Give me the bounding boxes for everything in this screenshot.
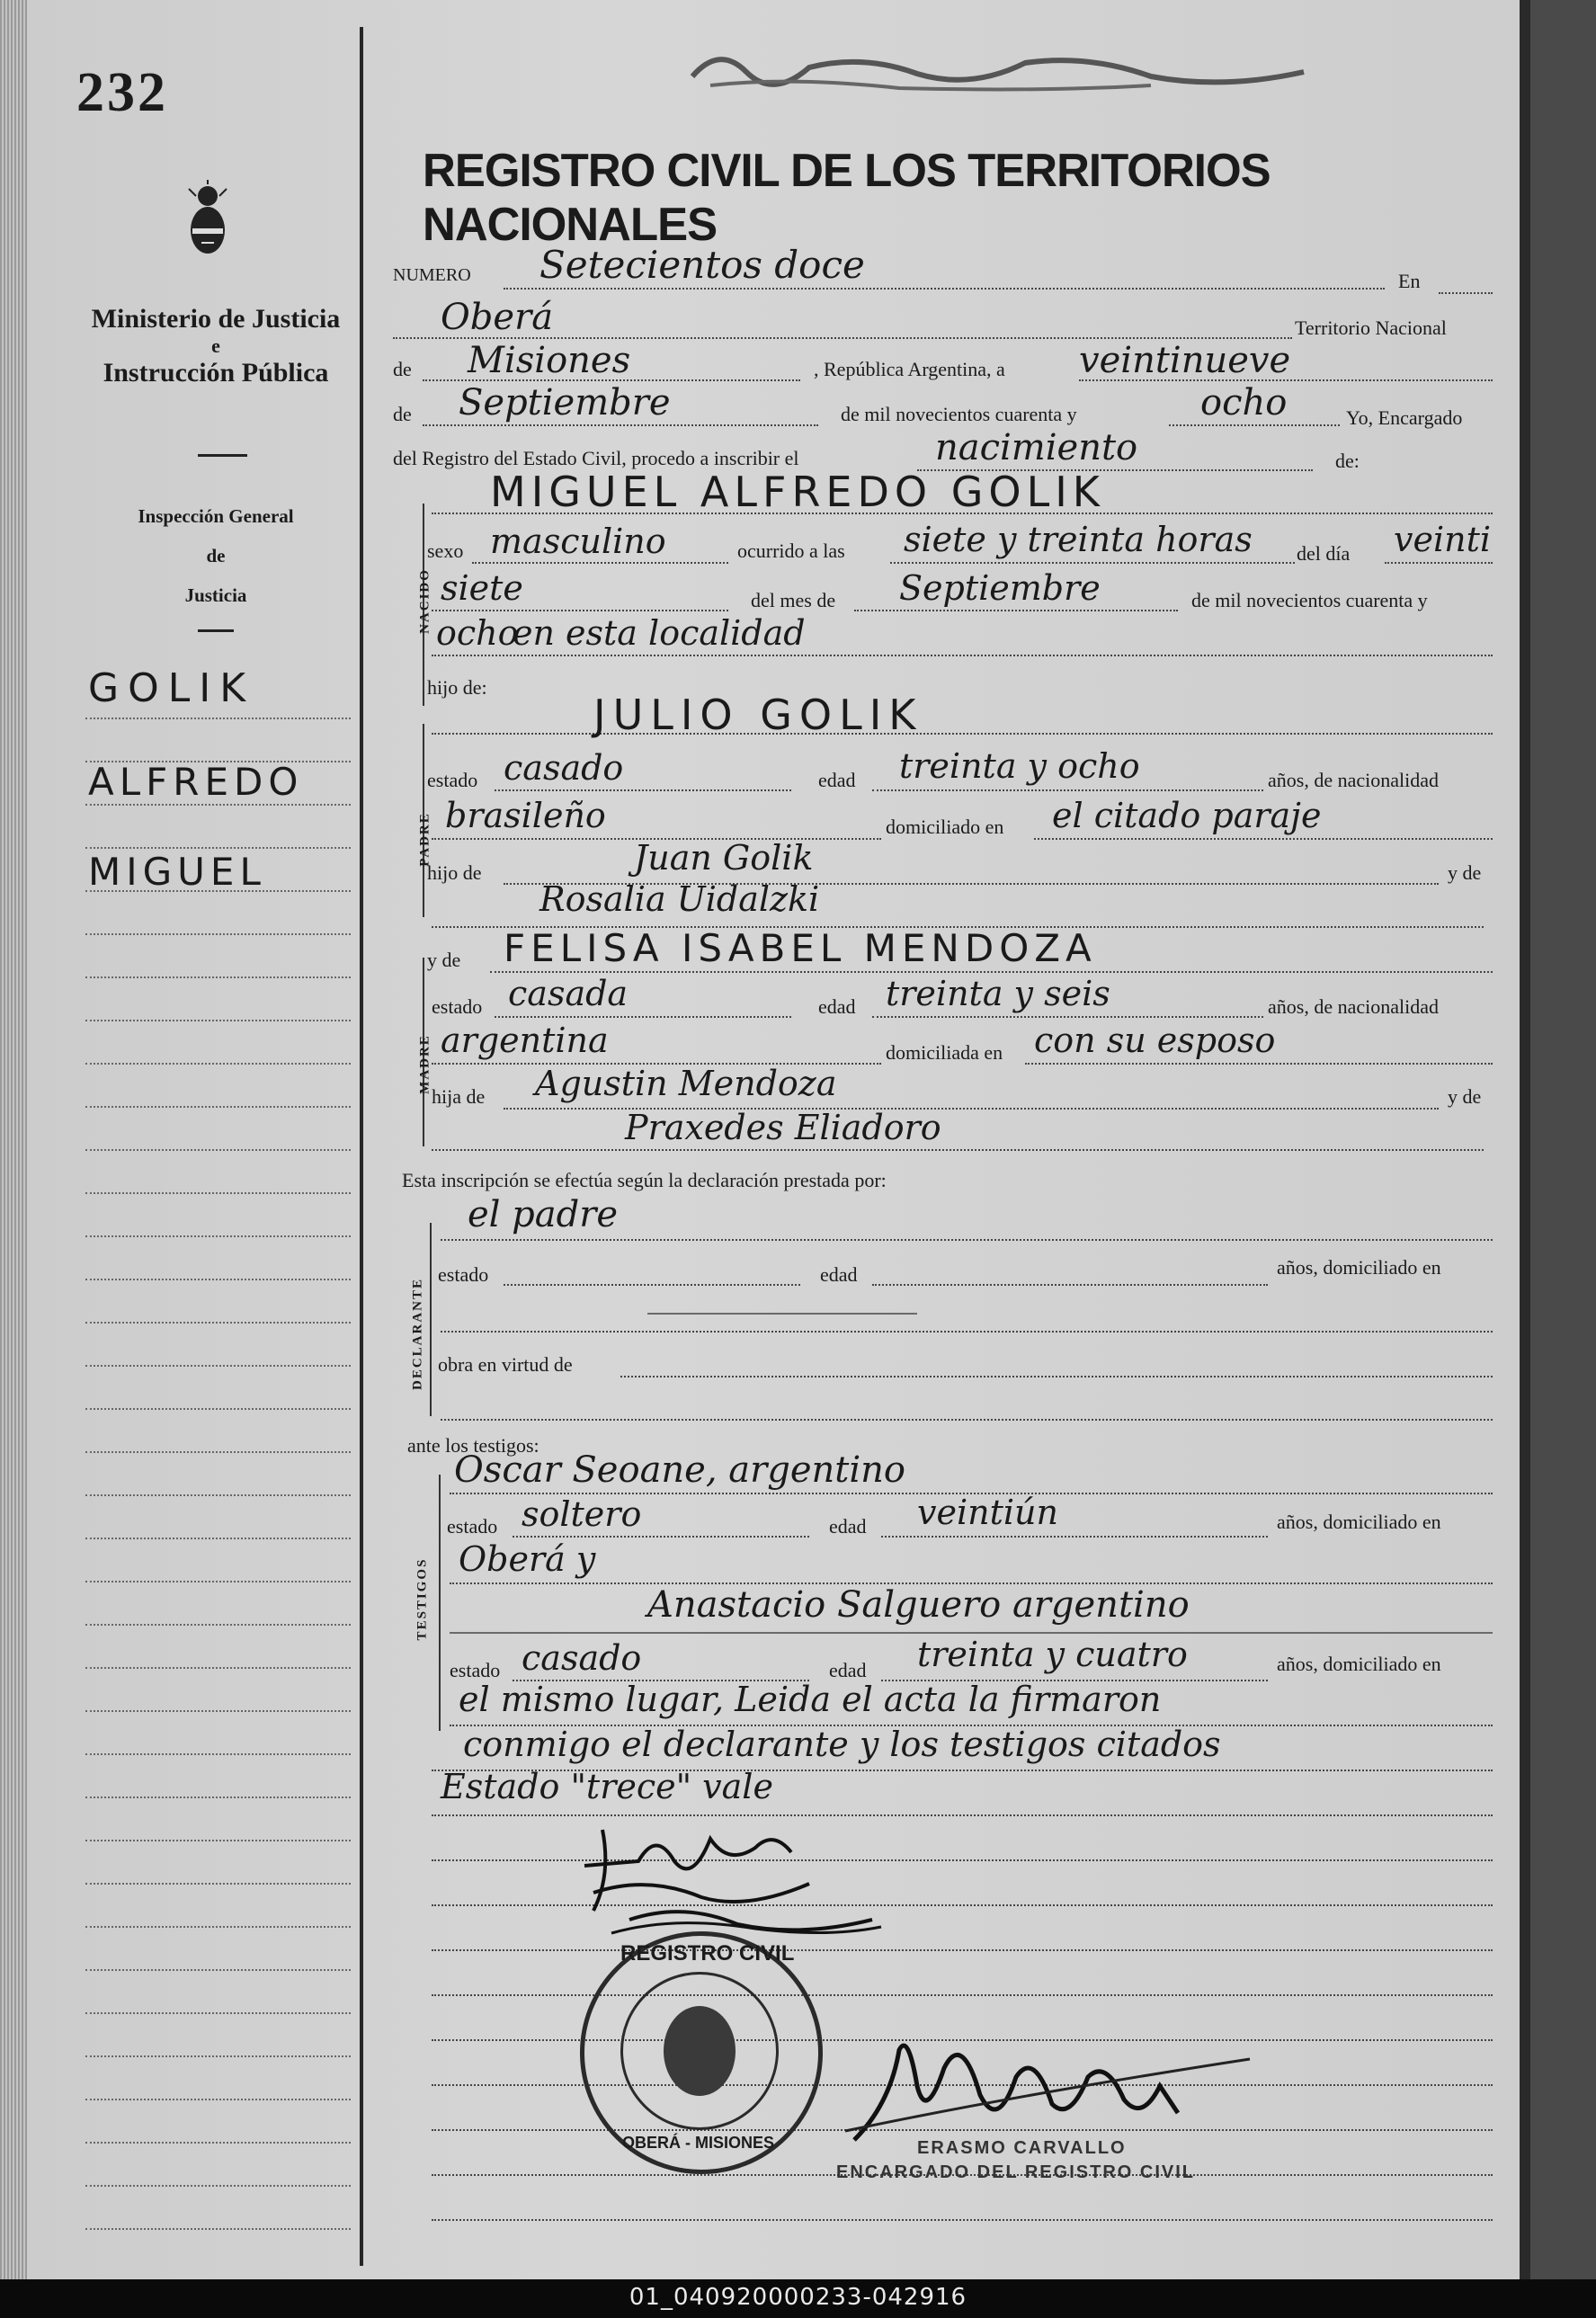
madre-edad-value: treinta y seis xyxy=(886,974,1110,1013)
sidebar-ruled-line xyxy=(85,1883,351,1885)
testigo2-edad-label: edad xyxy=(829,1659,867,1681)
officer-role: ENCARGADO DEL REGISTRO CIVIL xyxy=(836,2162,1195,2182)
testigo2-estado: casado xyxy=(522,1638,642,1678)
padre-estado-label: estado xyxy=(427,769,478,791)
declarante-edad-label: edad xyxy=(820,1263,858,1286)
header-scribble xyxy=(683,36,1313,90)
padre-nacionalidad-label: años, de nacionalidad xyxy=(1268,769,1439,791)
testigo1-estado: soltero xyxy=(522,1494,642,1534)
numero-line xyxy=(504,288,1385,290)
year-value: ocho xyxy=(1200,382,1288,423)
ocurrido-label: ocurrido a las xyxy=(737,539,845,562)
page-edge xyxy=(0,0,27,2279)
sidebar-ruled-line xyxy=(85,1149,351,1151)
declarante-line xyxy=(441,1239,1493,1241)
padre-domicilio-label: domiciliado en xyxy=(886,816,1004,838)
birth-year-value: ocho xyxy=(436,613,519,653)
registro-label: del Registro del Estado Civil, procedo a inscribir el xyxy=(393,447,799,469)
officer-name: ERASMO CARVALLO xyxy=(917,2138,1127,2158)
place-value: Oberá xyxy=(441,297,554,338)
madre-hija-de-label: hija de xyxy=(432,1085,486,1108)
testigo2-name: Anastacio Salguero argentino xyxy=(647,1584,1190,1626)
sidebar-ruled-line xyxy=(85,847,351,849)
madre-domicilio-value: con su esposo xyxy=(1034,1021,1276,1060)
father-name: JULIO GOLIK xyxy=(593,691,923,739)
de-label: de xyxy=(393,358,412,380)
sidebar-ruled-line xyxy=(85,718,351,719)
madre-nacionalidad-value: argentina xyxy=(441,1021,609,1060)
testigo1-domicilio-label: años, domiciliado en xyxy=(1277,1511,1441,1533)
index-given2: MIGUEL xyxy=(88,850,266,894)
declarante-estado-label: estado xyxy=(438,1263,489,1286)
testigo1-estado-label: estado xyxy=(447,1515,498,1538)
sidebar-ruled-line xyxy=(85,1063,351,1065)
year-line xyxy=(1169,424,1340,426)
declarante-obra-line-2 xyxy=(441,1419,1493,1421)
birth-month-value: Septiembre xyxy=(899,568,1101,608)
padre-domicilio-value: el citado paraje xyxy=(1052,796,1322,835)
seal-bottom-text: OBERÁ - MISIONES xyxy=(622,2134,775,2152)
padre-edad-label: edad xyxy=(818,769,856,791)
witness-signatures xyxy=(575,1812,899,1947)
sidebar-ruled-line xyxy=(85,890,351,892)
closing-text-2: conmigo el declarante y los testigos citados xyxy=(463,1725,1221,1764)
sidebar-ruled-line xyxy=(85,1192,351,1194)
sidebar-ruled-line xyxy=(85,1538,351,1539)
declarante-estado-line xyxy=(504,1284,800,1286)
sidebar-divider xyxy=(198,454,247,457)
territorio-label: Territorio Nacional xyxy=(1295,316,1447,339)
declarante-obra-line xyxy=(620,1376,1493,1377)
month-value: Septiembre xyxy=(459,382,671,423)
testigo2-edad: treinta y cuatro xyxy=(917,1635,1188,1674)
padre-edad-value: treinta y ocho xyxy=(899,746,1140,786)
ministry-line2: e xyxy=(211,334,220,357)
ministry-name xyxy=(72,304,360,388)
officer-signature xyxy=(836,2014,1259,2149)
sidebar-ruled-line xyxy=(85,2142,351,2144)
madre-label: MADRE xyxy=(417,1034,432,1094)
en-label: En xyxy=(1398,270,1421,292)
sidebar-ruled-line xyxy=(85,1020,351,1021)
registry-seal xyxy=(580,1931,823,2174)
testigo1-edad-label: edad xyxy=(829,1515,867,1538)
sidebar-ruled-line xyxy=(85,1581,351,1582)
sidebar-ruled-line xyxy=(85,804,351,806)
padre-edad-line xyxy=(872,789,1263,791)
madre-parent1: Agustin Mendoza xyxy=(535,1064,837,1103)
madre-domicilio-label: domiciliada en xyxy=(886,1041,1003,1064)
declarante-blank-line xyxy=(647,1313,917,1315)
madre-estado-label: estado xyxy=(432,995,483,1018)
mother-name: FELISA ISABEL MENDOZA xyxy=(504,926,1097,970)
declarante-label: DECLARANTE xyxy=(410,1278,425,1391)
margin-rule xyxy=(360,27,363,2266)
sidebar-ruled-line xyxy=(85,2228,351,2230)
birth-month-line xyxy=(854,610,1178,611)
testigo1-domicilio: Oberá y xyxy=(459,1539,596,1579)
father-name-line xyxy=(432,733,1493,735)
padre-y-de-label: y de xyxy=(1448,861,1482,884)
madre-estado-value: casada xyxy=(508,974,629,1013)
sidebar-ruled-line xyxy=(85,1365,351,1367)
inspection-name xyxy=(72,496,360,615)
closing-text-3: Estado "trece" vale xyxy=(441,1767,773,1806)
padre-estado-line xyxy=(495,789,791,791)
index-surname: GOLIK xyxy=(88,665,255,711)
yo-label: Yo, Encargado xyxy=(1346,406,1463,429)
padre-hijo-de-label: hijo de xyxy=(427,861,482,884)
ministry-line1: Ministerio de Justicia xyxy=(91,304,341,334)
declarante-bracket xyxy=(430,1223,432,1416)
sidebar-ruled-line xyxy=(85,933,351,935)
mil-label-2: de mil novecientos cuarenta y xyxy=(1191,589,1428,611)
testigos-label: TESTIGOS xyxy=(415,1557,430,1641)
lower-ruled-line xyxy=(432,2219,1493,2221)
padre-parent2: Rosalia Uidalzki xyxy=(539,879,820,919)
sidebar-ruled-line xyxy=(85,976,351,978)
padre-domicilio-line xyxy=(1034,838,1493,840)
birth-day-part: veinti xyxy=(1394,520,1492,559)
declarante-value: el padre xyxy=(468,1194,619,1235)
madre-edad-label: edad xyxy=(818,995,856,1018)
seal-inner-ring xyxy=(620,1972,779,2130)
act-value: nacimiento xyxy=(935,427,1138,468)
sidebar-ruled-line xyxy=(85,1235,351,1237)
sidebar-ruled-line xyxy=(85,2055,351,2057)
birth-day-line-2 xyxy=(432,610,728,611)
sidebar-ruled-line xyxy=(85,1494,351,1496)
page-title: REGISTRO CIVIL DE LOS TERRITORIOS NACIONALES xyxy=(423,145,1271,251)
numero-label: NUMERO xyxy=(393,265,471,285)
sidebar-ruled-line xyxy=(85,1408,351,1410)
testigo2-domicilio-label: años, domiciliado en xyxy=(1277,1653,1441,1675)
republica-label: , República Argentina, a xyxy=(814,358,1005,380)
sidebar-ruled-line xyxy=(85,2185,351,2187)
folio-number: 232 xyxy=(76,62,168,123)
sidebar-ruled-line xyxy=(85,1667,351,1669)
sidebar-ruled-line xyxy=(85,1753,351,1755)
sidebar-ruled-line xyxy=(85,1796,351,1798)
padre-estado-value: casado xyxy=(504,748,624,788)
hour-line xyxy=(890,562,1295,564)
testigo1-name: Oscar Seoane, argentino xyxy=(454,1449,905,1491)
madre-nacionalidad-label: años, de nacionalidad xyxy=(1268,995,1439,1018)
birth-year-line xyxy=(432,655,1493,656)
inspection-line1: Inspección General xyxy=(138,505,294,527)
madre-estado-line xyxy=(495,1016,791,1018)
testigos-intro: ante los testigos: xyxy=(407,1434,539,1457)
sidebar-ruled-line xyxy=(85,1969,351,1971)
testigo2-estado-label: estado xyxy=(450,1659,501,1681)
sidebar-ruled-line xyxy=(85,1710,351,1712)
birth-day-part-2: siete xyxy=(441,568,523,608)
mother-name-line xyxy=(490,971,1493,973)
testigos-bracket xyxy=(439,1475,441,1731)
sexo-label: sexo xyxy=(427,539,464,562)
del-dia-label: del día xyxy=(1297,542,1351,565)
inspection-line2: de xyxy=(206,545,226,566)
testigo2-separator xyxy=(450,1632,1493,1634)
sidebar-ruled-line xyxy=(85,1451,351,1453)
coat-of-arms-icon xyxy=(187,180,228,261)
sidebar-ruled-line xyxy=(85,2099,351,2100)
sidebar-ruled-line xyxy=(85,1322,351,1324)
image-id: 01_040920000233-042916 xyxy=(629,2284,967,2311)
sidebar-ruled-line xyxy=(85,1624,351,1626)
de-colon-label: de: xyxy=(1335,450,1360,472)
sidebar-ruled-line xyxy=(85,1926,351,1928)
declarante-domicilio-line xyxy=(441,1331,1493,1333)
month-line xyxy=(423,424,818,426)
sexo-line xyxy=(472,562,728,564)
sidebar-ruled-line xyxy=(85,761,351,762)
seal-top-text: REGISTRO CIVIL xyxy=(620,1941,795,1966)
testigo1-edad: veintiún xyxy=(917,1493,1058,1532)
madre-y-de2-label: y de xyxy=(1448,1085,1482,1108)
nacido-label: NACIDO xyxy=(417,568,432,634)
mil-label: de mil novecientos cuarenta y xyxy=(841,403,1077,425)
sexo-value: masculino xyxy=(490,522,666,561)
lower-ruled-line xyxy=(432,1994,1493,1996)
madre-edad-line xyxy=(872,1016,1263,1018)
padre-label: PADRE xyxy=(417,812,432,867)
numero-value: Setecientos doce xyxy=(539,243,865,287)
declarante-intro: Esta inscripción se efectúa según la declaración prestada por: xyxy=(402,1169,887,1191)
del-mes-label: del mes de xyxy=(751,589,836,611)
birth-day-line xyxy=(1385,562,1493,564)
madre-parent2-line xyxy=(432,1149,1484,1151)
birth-place-value: en esta localidad xyxy=(513,613,806,653)
index-given1: ALFREDO xyxy=(88,760,304,804)
closing-text-1: el mismo lugar, Leida el acta la firmaron xyxy=(459,1680,1162,1719)
child-name: MIGUEL ALFREDO GOLIK xyxy=(490,468,1105,516)
lower-ruled-line xyxy=(432,1949,1493,1951)
sidebar-divider-2 xyxy=(198,629,234,632)
padre-nacionalidad-value: brasileño xyxy=(445,796,606,835)
madre-parent2: Praxedes Eliadoro xyxy=(625,1108,941,1147)
sidebar-ruled-line xyxy=(85,2012,351,2014)
de-label-2: de xyxy=(393,403,412,425)
declarante-domicilio-label: años, domiciliado en xyxy=(1277,1256,1441,1279)
territory-value: Misiones xyxy=(468,340,631,381)
testigo1-estado-line xyxy=(513,1536,809,1538)
ministry-line3: Instrucción Pública xyxy=(103,358,329,388)
madre-y-de-label: y de xyxy=(427,949,461,971)
sidebar-ruled-line xyxy=(85,1106,351,1108)
book-binding xyxy=(1520,0,1596,2279)
inspection-line3: Justicia xyxy=(184,584,247,606)
declarante-edad-line xyxy=(872,1284,1268,1286)
hijo-label: hijo de: xyxy=(427,676,487,699)
en-line xyxy=(1439,292,1493,294)
madre-domicilio-line xyxy=(1025,1063,1493,1065)
sidebar-ruled-line xyxy=(85,1840,351,1841)
testigo1-edad-line xyxy=(881,1536,1268,1538)
hour-value: siete y treinta horas xyxy=(904,520,1253,559)
sidebar-ruled-line xyxy=(85,1279,351,1280)
declarante-obra-label: obra en virtud de xyxy=(438,1353,573,1376)
day-value: veintinueve xyxy=(1079,340,1291,381)
padre-parent1: Juan Golik xyxy=(634,838,814,878)
seal-emblem-icon xyxy=(664,2006,736,2096)
